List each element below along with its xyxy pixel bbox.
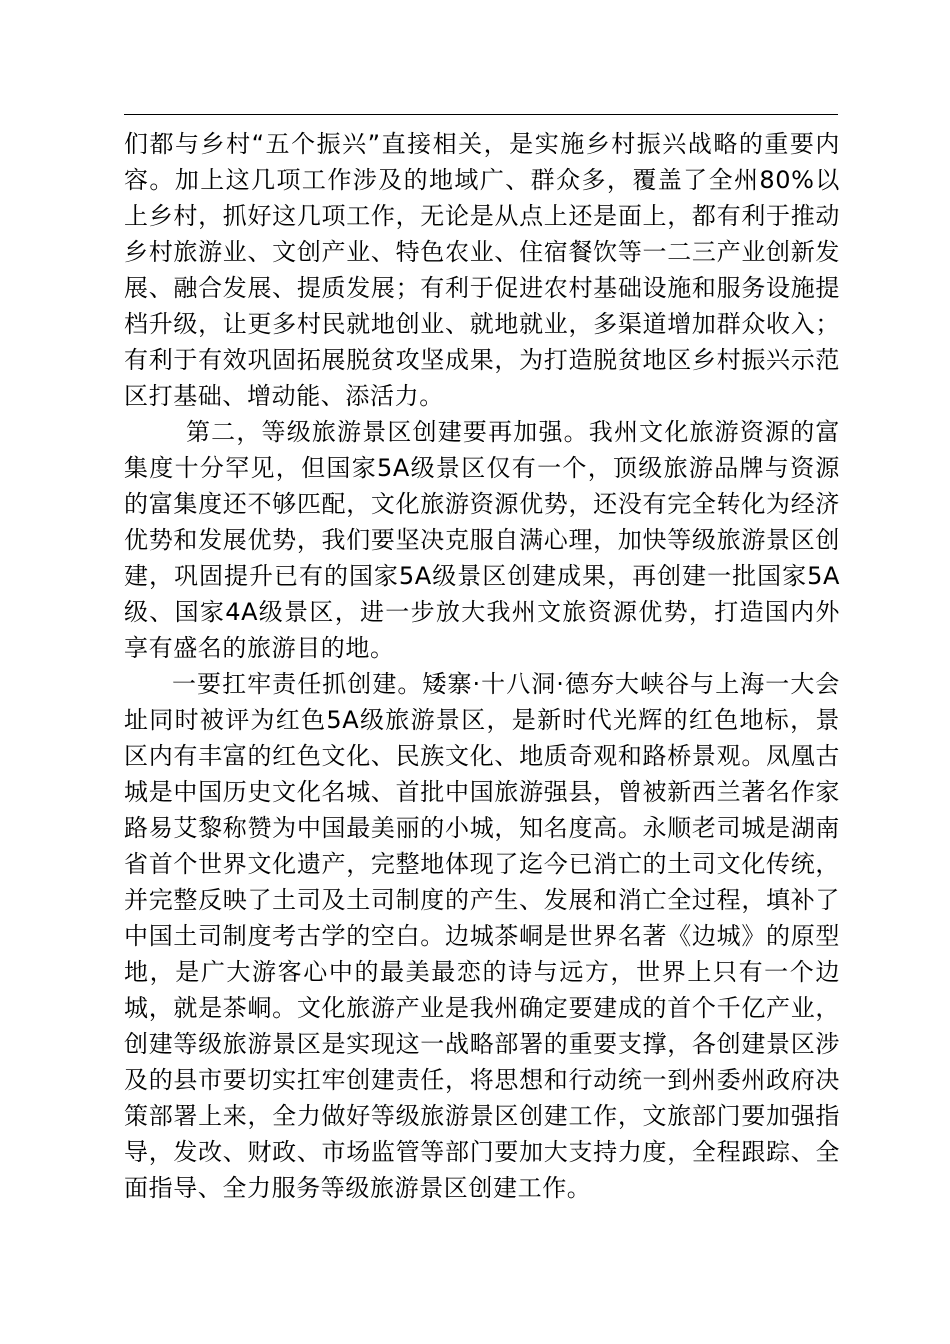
paragraph-point-one: 一要扛牢责任抓创建。矮寨·十八洞·德夯大峡谷与上海一大会址同时被评为红色5A级旅游景区，是新时代光辉的红色地标，景区内有丰富的红色文化、民族文化、地质奇观和路桥景观。凤凰古城是中国历史文化名城、首批中国旅游强县，曾被新西兰著名作家路易艾黎称赞为中国最美丽的小城，知名度高。永顺老司城是湖南省首个世界文化遗产，完整地体现了迄今已消亡的土司文化传统，并完整反映了土司及土司制度的产生、发展和消亡全过程，填补了中国土司制度考古学的空白。边城茶峒是世界名著《边城》的原型地，是广大游客心中的最美最恋的诗与远方，世界上只有一个边城，就是茶峒。文化旅游产业是我州确定要建成的首个千亿产业，创建等级旅游景区是实现这一战略部署的重要支撑，各创建景区涉及的县市要切实扛牢创建责任，将思想和行动统一到州委州政府决策部署上来，全力做好等级旅游景区创建工作，文旅部门要加强指导，发改、财政、市场监管等部门要加大支持力度，全程跟踪、全面指导、全力服务等级旅游景区创建工作。: [124, 670, 840, 1202]
paragraph-section-two: 第二，等级旅游景区创建要再加强。我州文化旅游资源的富集度十分罕见，但国家5A级景区仅有一个，顶级旅游品牌与资源的富集度还不够匹配，文化旅游资源优势，还没有完全转化为经济优势和发展优势，我们要坚决克服自满心理，加快等级旅游景区创建，巩固提升已有的国家5A级景区创建成果，再创建一批国家5A级、国家4A级景区，进一步放大我州文旅资源优势，打造国内外享有盛名的旅游目的地。: [124, 418, 840, 662]
header-rule: [124, 114, 838, 115]
paragraph-continuation: 们都与乡村“五个振兴”直接相关，是实施乡村振兴战略的重要内容。加上这几项工作涉及的地域广、群众多，覆盖了全州80%以上乡村，抓好这几项工作，无论是从点上还是面上，都有利于推动乡村旅游业、文创产业、特色农业、住宿餐饮等一二三产业创新发展、融合发展、提质发展；有利于促进农村基础设施和服务设施提档升级，让更多村民就地创业、就地就业，多渠道增加群众收入；有利于有效巩固拓展脱贫攻坚成果，为打造脱贫地区乡村振兴示范区打基础、增动能、添活力。: [124, 130, 840, 410]
document-body: [124, 126, 840, 1206]
